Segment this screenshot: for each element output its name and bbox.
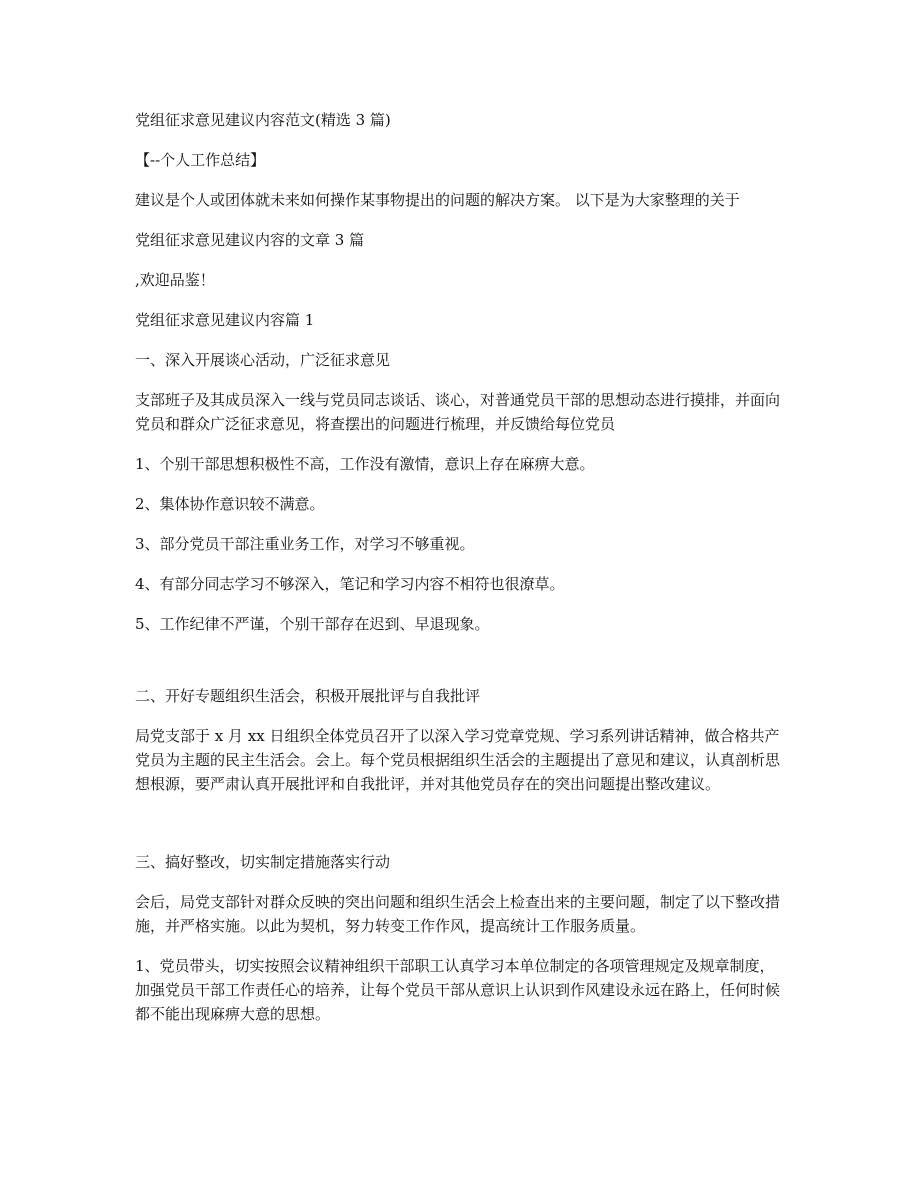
document-body [135, 108, 785, 1026]
section-2-body: 局党支部于 x 月 xx 日组织全体党员召开了以深入学习党章党规、学习系列讲话精神，做合格共产党员为主题的民主生活会。会上。每个党员根据组织生活会的主题提出了意见和建议，认真剖析思想根源，要严肃认真开展批评和自我批评，并对其他党员存在的突出问题提出整改建议。 [135, 727, 781, 793]
article-1-title: 党组征求意见建议内容篇 1 [135, 311, 315, 329]
intro-line-3: ,欢迎品鉴！ [135, 271, 215, 289]
list-item: 4、有部分同志学习不够深入，笔记和学习内容不相符也很潦草。 [135, 575, 565, 593]
section-3-body: 会后，局党支部针对群众反映的突出问题和组织生活会上检查出来的主要问题，制定了以下整改措施，并严格实施。以此为契机，努力转变工作作风，提高统计工作服务质量。 [135, 893, 781, 935]
list-item: 5、工作纪律不严谨，个别干部存在迟到、早退现象。 [135, 615, 490, 633]
intro-line-1: 建议是个人或团体就未来如何操作某事物提出的问题的解决方案。 以下是为大家整理的关于 [135, 191, 740, 209]
section-1-heading: 一、深入开展谈心活动，广泛征求意见 [135, 351, 391, 369]
list-item: 2、集体协作意识较不满意。 [135, 495, 325, 513]
intro-line-2: 党组征求意见建议内容的文章 3 篇 [135, 231, 365, 249]
document-title: 党组征求意见建议内容范文(精选 3 篇) [135, 111, 391, 129]
section-3-heading: 三、搞好整改，切实制定措施落实行动 [135, 853, 391, 871]
section-1-body: 支部班子及其成员深入一线与党员同志谈话、谈心，对普通党员干部的思想动态进行摸排，并面向党员和群众广泛征求意见，将查摆出的问题进行梳理，并反馈给每位党员 [135, 391, 781, 433]
section-3-item-1: 1、党员带头，切实按照会议精神组织干部职工认真学习本单位制定的各项管理规定及规章制度，加强党员干部工作责任心的培养，让每个党员干部从意识上认识到作风建设永远在路上，任何时候都不能出现麻痹大意的思想。 [135, 957, 781, 1023]
list-item: 3、部分党员干部注重业务工作，对学习不够重视。 [135, 535, 475, 553]
section-2-heading: 二、开好专题组织生活会，积极开展批评与自我批评 [135, 687, 481, 705]
list-item: 1、个别干部思想积极性不高，工作没有激情，意识上存在麻痹大意。 [135, 455, 595, 473]
category-tag: 【--个人工作总结】 [135, 151, 266, 169]
